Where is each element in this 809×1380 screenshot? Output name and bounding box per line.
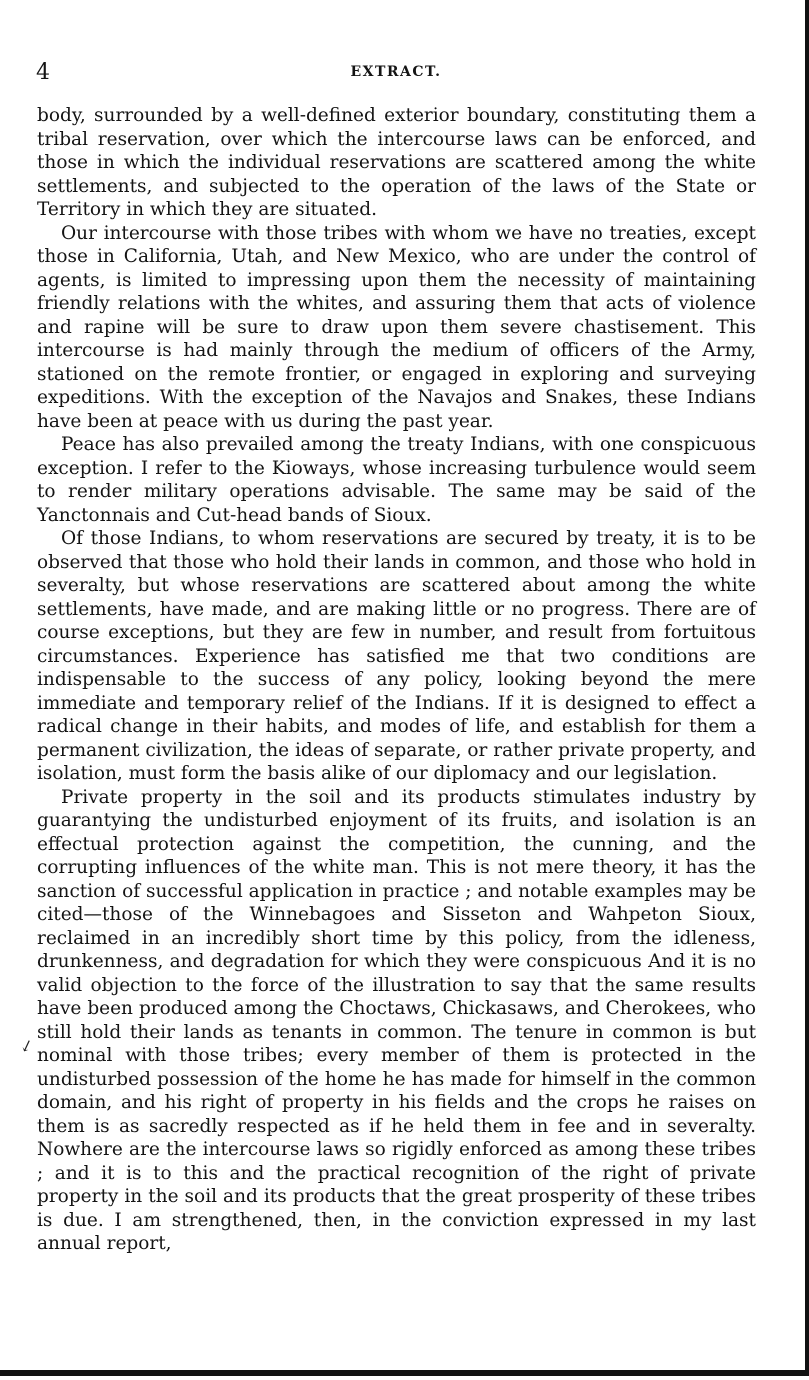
paragraph-continued: body, surrounded by a well-defined exterior boundary, constituting them a tribal reservation, over which the intercourse laws can be enforced, and those in which the individual reservations are scattered among the white settlements, and subjected to the operation of the laws of the State or Territory in which they are situated. (37, 105, 756, 220)
running-head: EXTRACT. (350, 64, 442, 80)
paragraph-intercourse: Our intercourse with those tribes with whom we have no treaties, except those in California, Utah, and New Mexico, who are under the control of agents, is limited to impressing upon them the necessity of maintaining friendly relations with the whites, and assuring them that acts of violence and rapine will be sure to draw upon them severe chastisement. This intercourse is had mainly through the medium of officers of the Army, stationed on the remote frontier, or engaged in exploring and surveying expeditions. With the exception of the Navajos and Snakes, these Indians have been at peace with us during the past year. (37, 222, 756, 432)
margin-check-mark: ↙ (17, 1034, 37, 1057)
paragraph-private-property: Private property in the soil and its products stimulates industry by guarantying the undisturbed enjoyment of its fruits, and isolation is an effectual protection against the competition, the cunning, and the corrupting influences of the white man. This is not mere theory, it has the sanction of successful application in practice ; and notable examples may be cited—those of the Winnebagoes and Sisseton and Wahpeton Sioux, reclaimed in an incredibly short time by this policy, from the idleness, drunkenness, and degradation for which they were conspicuous And it is no valid objection to the force of the illustration to say that the same results have been produced among the Choctaws, Chickasaws, and Cherokees, who still hold their lands as tenants in common. The tenure in common is but nominal with those tribes; every member of them is protected in the undisturbed possession of the home he has made for himself in the common domain, and his right of property in his fields and the crops he raises on them is as sacredly respected as if he held them in fee and in severalty. Nowhere are the intercourse laws so rigidly enforced as among these tribes ; and it is to this and the practical recognition of the right of private property in the soil and its products that the great prosperity of these tribes is due. I am strengthened, then, in the conviction expressed in my last annual report, (37, 786, 756, 1254)
page-number: 4 (36, 60, 50, 85)
page-header (36, 60, 756, 88)
paragraph-peace: Peace has also prevailed among the treaty Indians, with one conspicuous exception. I refer to the Kioways, whose increasing turbulence would seem to render military operations advisable. The same may be said of the Yanctonnais and Cut-head bands of Sioux. (37, 434, 756, 526)
body-text (37, 104, 756, 1256)
paragraph-reservations: Of those Indians, to whom reservations are secured by treaty, it is to be observed that those who hold their lands in common, and those who hold in severalty, but whose reservations are scattered about among the white settlements, have made, and are making little or no progress. There are of course exceptions, but they are few in number, and result from fortuitous circumstances. Experience has satisfied me that two conditions are indispensable to the success of any policy, looking beyond the mere immediate and temporary relief of the Indians. If it is designed to effect a radical change in their habits, and modes of life, and establish for them a permanent civilization, the ideas of separate, or rather private property, and isolation, must form the basis alike of our diplomacy and our legislation. (37, 528, 756, 784)
